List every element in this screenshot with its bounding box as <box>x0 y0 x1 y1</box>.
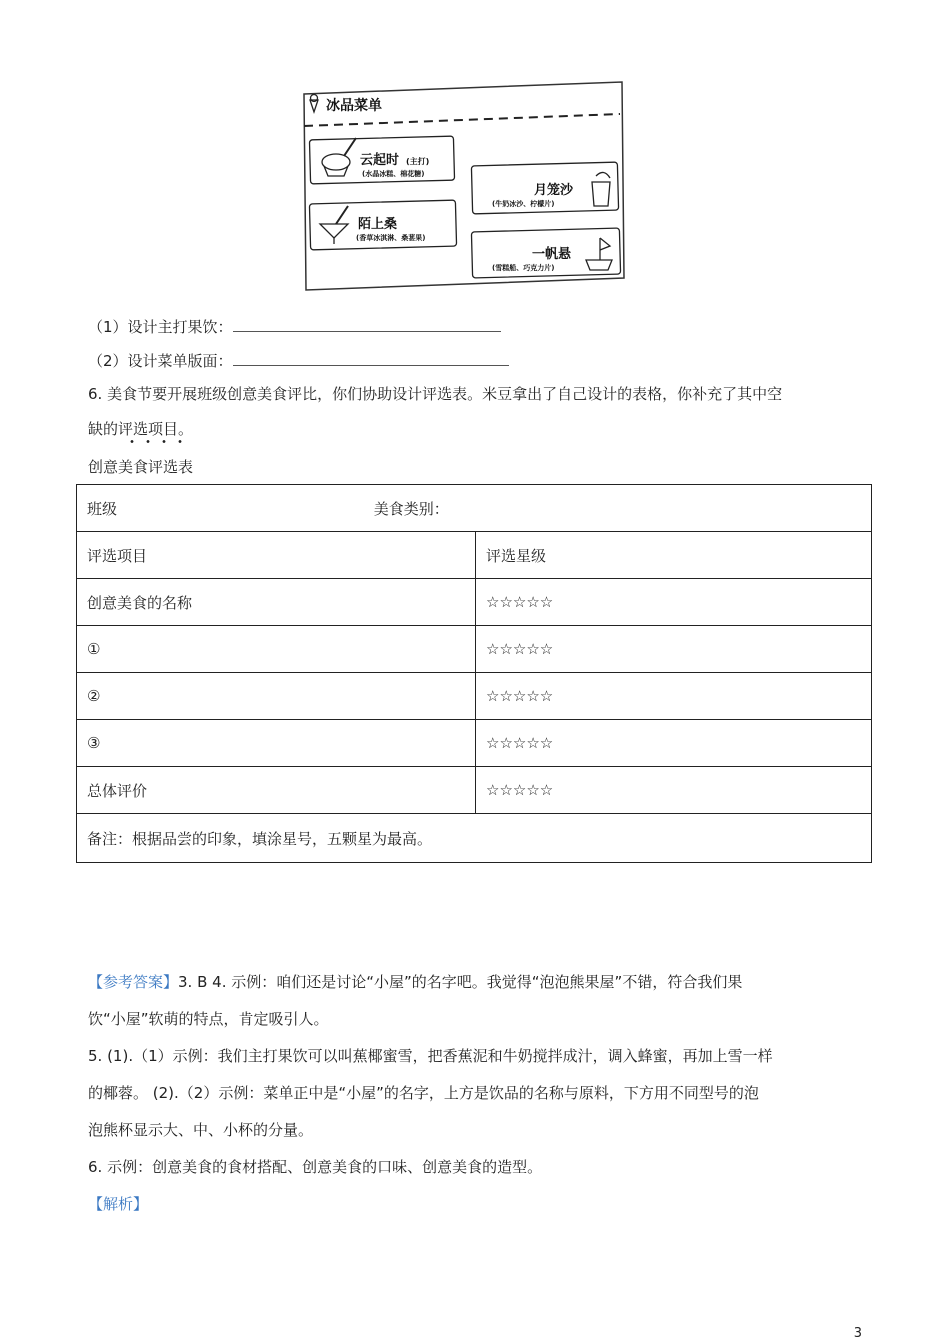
menu-item-sub: (牛奶冰沙、柠檬片) <box>492 200 555 208</box>
table-cell: 总体评价 <box>77 767 476 814</box>
question-label: （2）设计菜单版面： <box>88 352 233 370</box>
star-rating[interactable]: ☆☆☆☆☆ <box>476 673 872 720</box>
table-cell: ① <box>77 626 476 673</box>
answer-5-line3: 泡熊杯显示大、中、小杯的分量。 <box>88 1121 314 1139</box>
table-row <box>77 767 872 814</box>
ice-menu-card <box>300 78 626 292</box>
answer-3-4 <box>88 964 868 1001</box>
menu-item-name: 月笼沙 <box>534 183 574 198</box>
table-row <box>77 626 872 673</box>
page-number: 3 <box>853 1326 862 1341</box>
menu-item-name: 云起时 <box>360 153 400 168</box>
analysis-label: 【解析】 <box>88 1195 149 1213</box>
question-6-text-cont: 缺的评选项目。 <box>88 418 950 439</box>
menu-title: 冰品菜单 <box>326 98 382 114</box>
column-header: 评选项目 <box>77 532 476 579</box>
table-row <box>77 579 872 626</box>
table-row <box>77 814 872 863</box>
table-cell: ② <box>77 673 476 720</box>
question-5-1 <box>88 316 501 337</box>
star-rating[interactable]: ☆☆☆☆☆ <box>476 626 872 673</box>
question-5-2 <box>88 350 509 371</box>
star-rating[interactable]: ☆☆☆☆☆ <box>476 720 872 767</box>
table-cell: ③ <box>77 720 476 767</box>
question-label: （1）设计主打果饮： <box>88 318 233 336</box>
column-header: 评选星级 <box>476 532 872 579</box>
menu-item-tag: (主打) <box>406 157 430 166</box>
table-row <box>77 673 872 720</box>
evaluation-table <box>76 484 872 863</box>
answer-5-line1: 5. (1).（1）示例：我们主打果饮可以叫蕉椰蜜雪，把香蕉泥和牛奶搅拌成汁，调入蜂蜜，再加上雪一样 <box>88 1047 773 1065</box>
answer-5-line2: 的椰蓉。 (2).（2）示例：菜单正中是“小屋”的名字，上方是饮品的名称与原料，下方用不同型号的泡 <box>88 1084 759 1102</box>
table-cell: 创意美食的名称 <box>77 579 476 626</box>
star-rating[interactable]: ☆☆☆☆☆ <box>476 579 872 626</box>
question-6-text: 6. 美食节要开展班级创意美食评比，你们协助设计评选表。米豆拿出了自己设计的表格，你补充了其中空 <box>88 385 783 403</box>
table-title: 创意美食评选表 <box>88 458 194 476</box>
menu-item-sub: (水晶冰糕、棉花糖) <box>362 170 425 178</box>
reference-answer-label: 【参考答案】 <box>88 973 179 991</box>
menu-item-sub: (香草冰淇淋、桑葚果) <box>356 234 426 242</box>
menu-item-sub: (雪糕船、巧克力片) <box>492 264 555 272</box>
answer-text: 3. B 4. 示例：咱们还是讨论“小屋”的名字吧。我觉得“泡泡熊果屋”不错，符合我们果 <box>178 973 743 991</box>
answer-6: 6. 示例：创意美食的食材搭配、创意美食的口味、创意美食的造型。 <box>88 1158 543 1176</box>
table-row <box>77 532 872 579</box>
answer-blank[interactable] <box>233 317 501 332</box>
table-row <box>77 720 872 767</box>
answer-blank[interactable] <box>233 351 509 366</box>
menu-item-name: 一帆悬 <box>532 247 572 262</box>
class-label: 班级 <box>87 499 118 518</box>
star-rating[interactable]: ☆☆☆☆☆ <box>476 767 872 814</box>
table-note: 备注：根据品尝的印象，填涂星号，五颗星为最高。 <box>77 814 872 863</box>
answer-4-cont: 饮“小屋”软萌的特点，肯定吸引人。 <box>88 1010 329 1028</box>
table-header-cell <box>77 485 872 532</box>
menu-item-name: 陌上桑 <box>358 217 398 232</box>
category-label: 美食类别： <box>373 499 449 518</box>
table-row <box>77 485 872 532</box>
